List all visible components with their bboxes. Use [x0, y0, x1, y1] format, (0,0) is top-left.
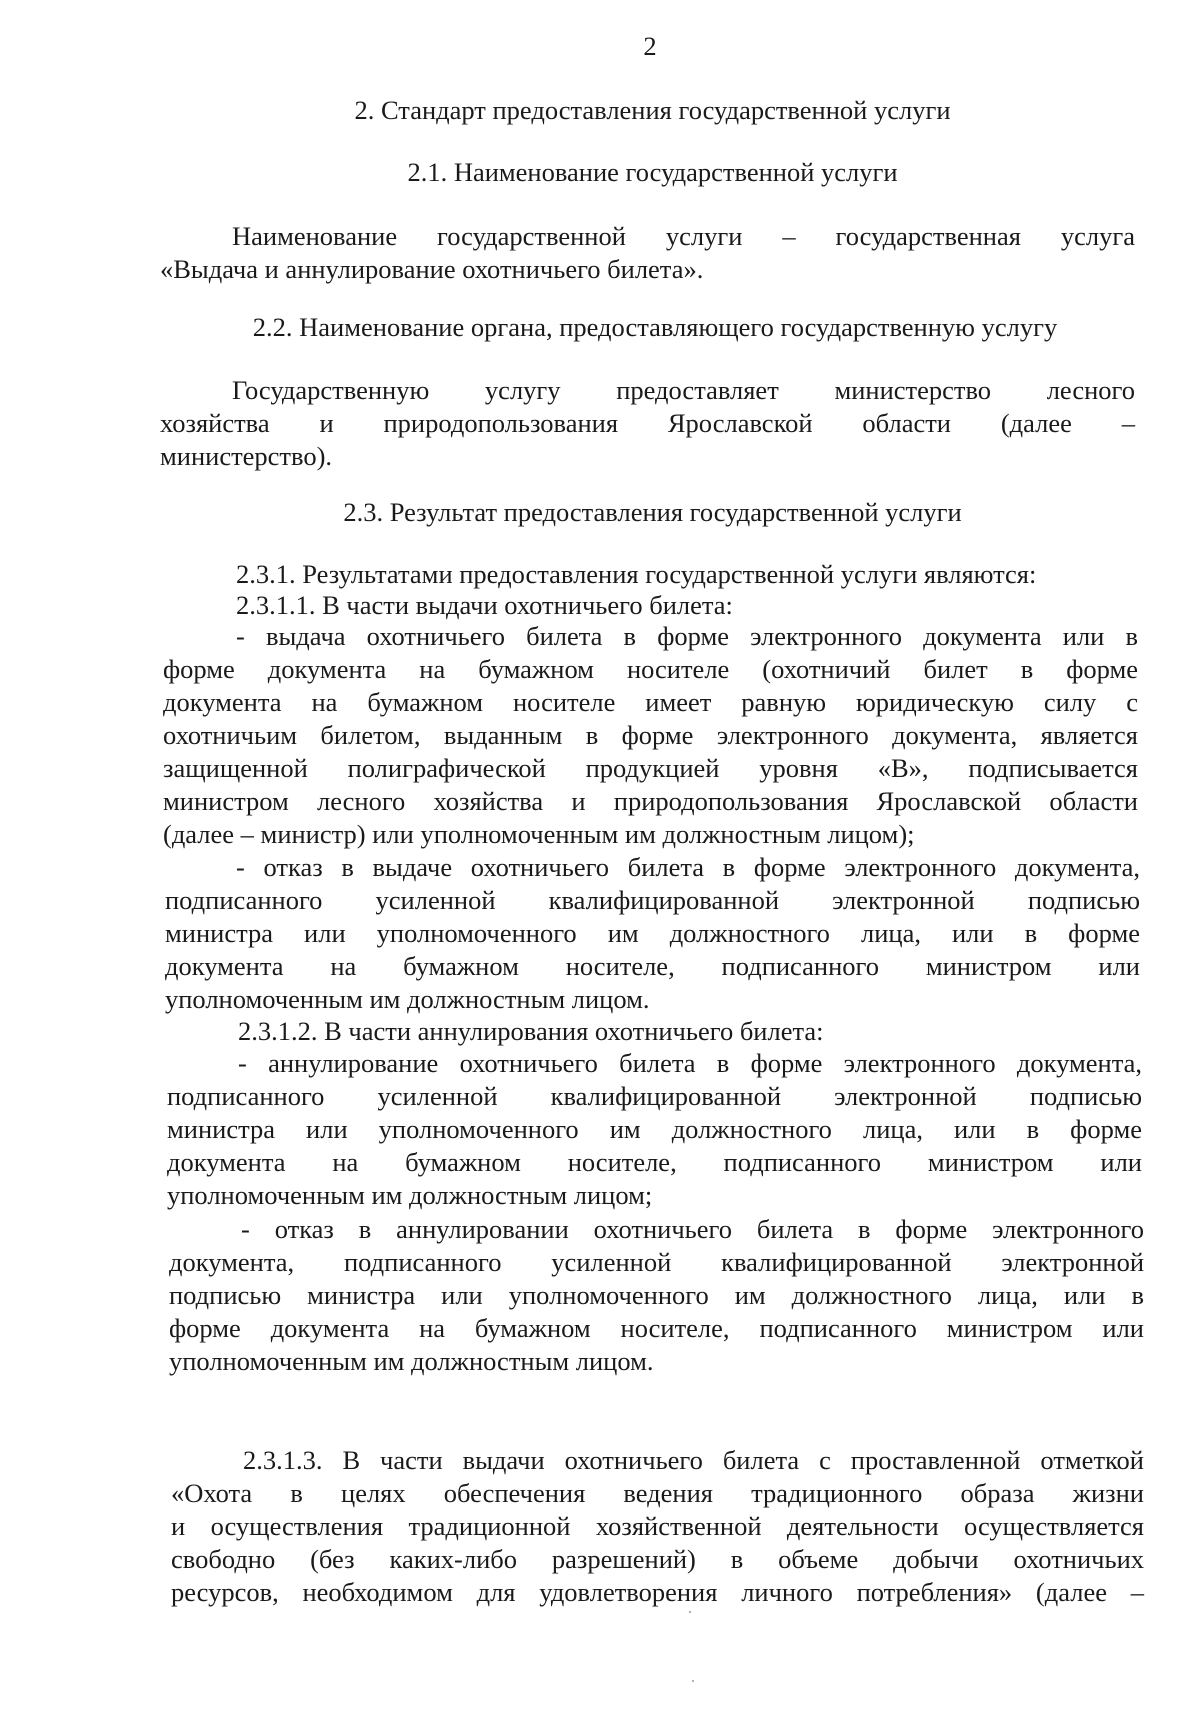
paragraph-line: подписанного усиленной квалифицированной электронной подписью	[167, 1081, 1142, 1111]
paragraph-line: уполномоченным им должностным лицом;	[167, 1180, 653, 1210]
scan-speck	[692, 1680, 694, 1682]
paragraph-line: и осуществления традиционной хозяйственной деятельности осуществляется	[171, 1511, 1144, 1541]
paragraph-line: Государственную услугу предоставляет министерство лесного	[232, 375, 1135, 405]
paragraph-line: министерство).	[160, 441, 333, 471]
paragraph-line: министра или уполномоченного им должностного лица, или в форме	[167, 1114, 1142, 1144]
paragraph-line: (далее – министр) или уполномоченным им должностным лицом);	[163, 819, 915, 849]
paragraph-2-3-1	[236, 558, 1136, 591]
paragraph-line: документа на бумажном носителе имеет равную юридическую силу с	[163, 687, 1138, 717]
paragraph-2-2	[160, 374, 1135, 473]
paragraph-2-1	[160, 220, 1135, 286]
paragraph-2-3-1-3	[171, 1444, 1144, 1609]
heading-2-1: 2.1. Наименование государственной услуги	[407, 157, 898, 187]
paragraph-line: документа на бумажном носителе, подписанного министром или	[167, 1147, 1142, 1177]
paragraph-line: министра или уполномоченного им должностного лица, или в форме	[165, 918, 1140, 948]
heading-2-2: 2.2. Наименование органа, предоставляющего государственную услугу	[252, 312, 1058, 342]
paragraph-line: защищенной полиграфической продукцией уровня «В», подписывается	[163, 753, 1138, 783]
paragraph-line: свободно (без каких-либо разрешений) в объеме добычи охотничьих	[171, 1544, 1144, 1574]
paragraph-line: министром лесного хозяйства и природопользования Ярославской области	[163, 786, 1138, 816]
paragraph-line: форме документа на бумажном носителе (охотничий билет в форме	[163, 654, 1138, 684]
paragraph-line: документа на бумажном носителе, подписанного министром или	[165, 951, 1140, 981]
paragraph-line: «Выдача и аннулирование охотничьего билета».	[160, 254, 704, 284]
bullet-refuse-annul	[169, 1213, 1144, 1378]
bullet-refuse-issue	[165, 851, 1140, 1016]
paragraph-line: - аннулирование охотничьего билета в форме электронного документа,	[238, 1048, 1142, 1078]
paragraph-line: 2.3.1.3. В части выдачи охотничьего билета с проставленной отметкой	[243, 1445, 1144, 1475]
paragraph-line: - отказ в выдаче охотничьего билета в форме электронного документа,	[236, 852, 1140, 882]
paragraph-2-3-1-2	[238, 1015, 1138, 1048]
bullet-issue-ticket	[163, 620, 1138, 851]
paragraph-line: ресурсов, необходимом для удовлетворения личного потребления» (далее –	[171, 1577, 1144, 1607]
paragraph-line: - отказ в аннулировании охотничьего билета в форме электронного	[241, 1214, 1144, 1244]
paragraph-line: 2.3.1.1. В части выдачи охотничьего билета:	[236, 590, 733, 620]
paragraph-line: 2.3.1.2. В части аннулирования охотничьего билета:	[238, 1016, 824, 1046]
paragraph-line: документа, подписанного усиленной квалифицированной электронной	[169, 1247, 1144, 1277]
heading-2-3: 2.3. Результат предоставления государственной услуги	[343, 497, 962, 527]
paragraph-2-3-1-1	[236, 589, 1136, 622]
scan-speck	[689, 1611, 691, 1613]
paragraph-line: форме документа на бумажном носителе, подписанного министром или	[169, 1313, 1144, 1343]
paragraph-line: подписанного усиленной квалифицированной электронной подписью	[165, 885, 1140, 915]
paragraph-line: подписью министра или уполномоченного им должностного лица, или в	[169, 1280, 1144, 1310]
paragraph-line: хозяйства и природопользования Ярославской области (далее –	[160, 408, 1135, 438]
bullet-annul-ticket	[167, 1047, 1142, 1212]
paragraph-line: уполномоченным им должностным лицом.	[169, 1346, 654, 1376]
page-number: 2	[643, 31, 657, 61]
paragraph-line: - выдача охотничьего билета в форме электронного документа или в	[236, 621, 1138, 651]
section-title: 2. Стандарт предоставления государственной услуги	[354, 95, 951, 125]
paragraph-line: 2.3.1. Результатами предоставления государственной услуги являются:	[236, 559, 1037, 589]
paragraph-line: охотничьим билетом, выданным в форме электронного документа, является	[163, 720, 1138, 750]
paragraph-line: уполномоченным им должностным лицом.	[165, 984, 650, 1014]
paragraph-line: Наименование государственной услуги – государственная услуга	[232, 221, 1135, 251]
paragraph-line: «Охота в целях обеспечения ведения традиционного образа жизни	[171, 1478, 1144, 1508]
